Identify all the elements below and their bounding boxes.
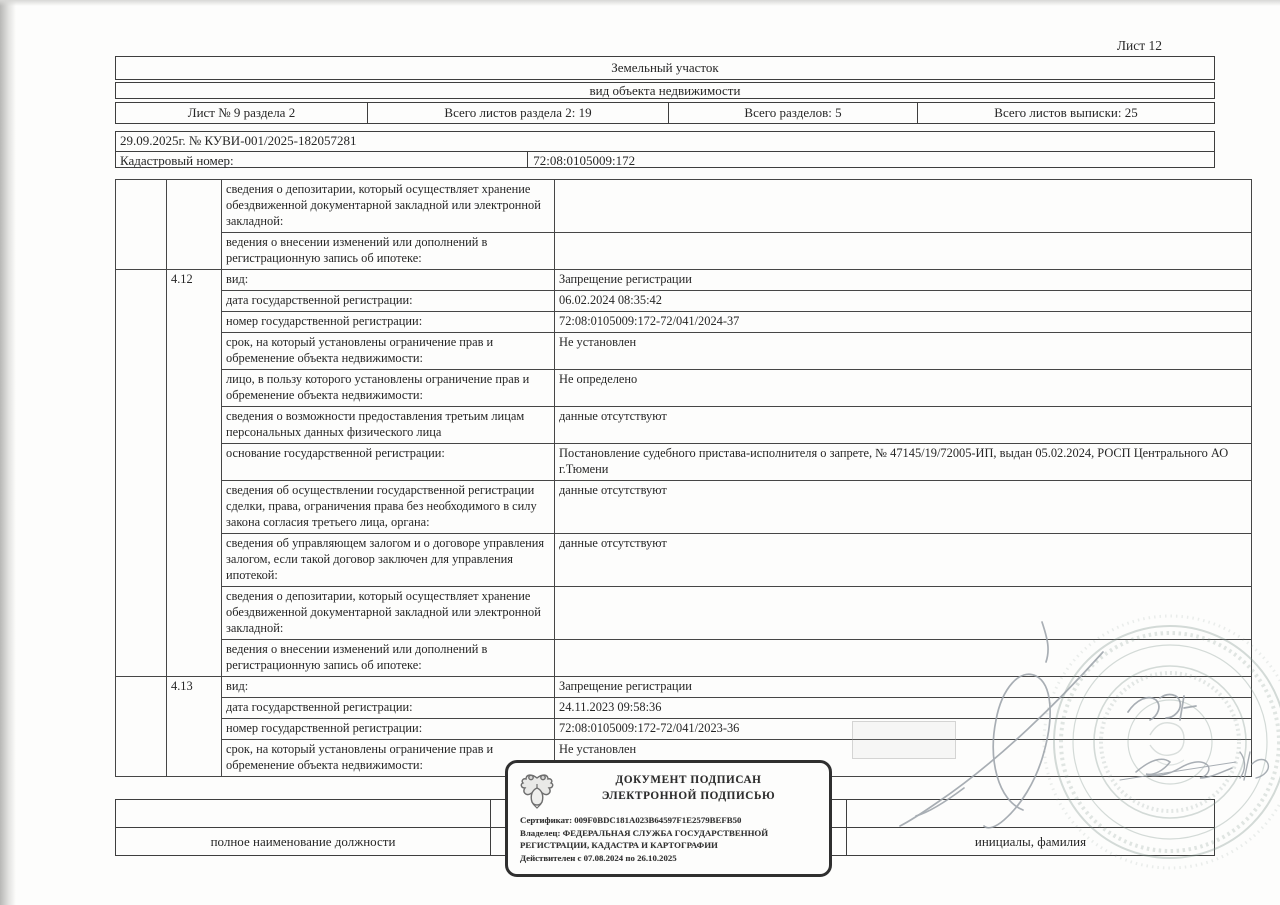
attribute-value-cell: данные отсутствуют	[555, 534, 1252, 587]
attribute-value-cell	[555, 640, 1252, 677]
attribute-label-cell: основание государственной регистрации:	[222, 444, 555, 481]
table-row	[116, 333, 1252, 370]
cadastral-number-value: 72:08:0105009:172	[527, 152, 1214, 168]
object-type-value: Земельный участок	[611, 60, 719, 75]
margin-cell	[116, 677, 167, 777]
attribute-value-cell: 72:08:0105009:172-72/041/2023-36	[555, 719, 1252, 740]
sheet-info-cell: Лист № 9 раздела 2	[116, 103, 368, 123]
table-row	[116, 719, 1252, 740]
attribute-value-cell: данные отсутствуют	[555, 481, 1252, 534]
attribute-value-cell: 24.11.2023 09:58:36	[555, 698, 1252, 719]
name-label: инициалы, фамилия	[974, 833, 1087, 849]
table-row	[116, 677, 1252, 698]
attribute-label-cell: срок, на который установлены ограничение прав и обременение объекта недвижимости:	[222, 740, 555, 777]
item-number-cell: 4.12	[167, 270, 222, 677]
attribute-label-cell: вид:	[222, 270, 555, 291]
sheet-info-cell: Всего листов раздела 2: 19	[368, 103, 669, 123]
sheet-number: Лист 12	[1116, 38, 1162, 53]
item-number-cell	[167, 180, 222, 270]
attribute-value-cell: Запрещение регистрации	[555, 677, 1252, 698]
attribute-label-cell: дата государственной регистрации:	[222, 698, 555, 719]
attribute-label-cell: лицо, в пользу которого установлены ограничение прав и обременение объекта недвижимости:	[222, 370, 555, 407]
attribute-value-cell: данные отсутствуют	[555, 407, 1252, 444]
attribute-value-cell	[555, 233, 1252, 270]
signature-space	[116, 800, 490, 828]
object-type-caption-box	[115, 82, 1215, 99]
table-row	[116, 587, 1252, 640]
stamp-title-line1: ДОКУМЕНТ ПОДПИСАН	[615, 774, 762, 786]
stamp-validity: Действителен с 07.08.2024 по 26.10.2025	[520, 852, 677, 863]
attribute-label-cell: вид:	[222, 677, 555, 698]
table-row	[116, 407, 1252, 444]
object-type-box	[115, 56, 1215, 80]
margin-cell	[116, 270, 167, 677]
attribute-label-cell: сведения о возможности предоставления третьим лицам персональных данных физического лица	[222, 407, 555, 444]
digital-signature-stamp	[505, 760, 832, 877]
sheet-info-row	[115, 102, 1215, 124]
table-row	[116, 312, 1252, 333]
attribute-label-cell: срок, на который установлены ограничение прав и обременение объекта недвижимости:	[222, 333, 555, 370]
sheet-info-cell: Всего листов выписки: 25	[994, 105, 1138, 120]
table-row	[116, 481, 1252, 534]
scan-edge-top	[0, 0, 1280, 6]
restrictions-table	[115, 179, 1252, 777]
stamp-owner-line1: Владелец: ФЕДЕРАЛЬНАЯ СЛУЖБА ГОСУДАРСТВЕННОЙ	[520, 827, 769, 838]
table-row	[116, 698, 1252, 719]
attribute-label-cell: ведения о внесении изменений или дополнений в регистрационную запись об ипотеке:	[222, 233, 555, 270]
faded-stamp-residue	[852, 721, 956, 759]
table-row	[116, 270, 1252, 291]
sheet-info-cell: Всего разделов: 5	[669, 103, 918, 123]
attribute-label-cell: сведения об осуществлении государственной регистрации сделки, права, ограничения права без необходимого в силу закона согласия третьего лица, органа:	[222, 481, 555, 534]
table-row	[116, 370, 1252, 407]
table-row	[116, 291, 1252, 312]
cadastral-number-label: Кадастровый номер:	[120, 153, 234, 168]
stamp-owner-line2: РЕГИСТРАЦИИ, КАДАСТРА И КАРТОГРАФИИ	[520, 840, 718, 850]
scan-edge-left	[0, 0, 16, 905]
attribute-label-cell: сведения о депозитарии, который осуществляет хранение обездвиженной документарной закладной или электронной закладной:	[222, 180, 555, 233]
table-row	[116, 534, 1252, 587]
attribute-value-cell: Не установлен	[555, 740, 1252, 777]
table-row	[116, 640, 1252, 677]
name-signature-space	[847, 800, 1214, 828]
attribute-value-cell: 06.02.2024 08:35:42	[555, 291, 1252, 312]
attribute-value-cell: Не определено	[555, 370, 1252, 407]
attribute-value-cell: Постановление судебного пристава-исполнителя о запрете, № 47145/19/72005-ИП, выдан 05.02.2024, РОСП Центрального АО г.Тюмени	[555, 444, 1252, 481]
table-row	[116, 180, 1252, 233]
margin-cell	[116, 180, 167, 270]
attribute-label-cell: дата государственной регистрации:	[222, 291, 555, 312]
attribute-value-cell: Запрещение регистрации	[555, 270, 1252, 291]
request-number: 29.09.2025г. № КУВИ-001/2025-182057281	[120, 133, 357, 148]
attribute-label-cell: сведения о депозитарии, который осуществляет хранение обездвиженной документарной закладной или электронной закладной:	[222, 587, 555, 640]
attribute-label-cell: ведения о внесении изменений или дополнений в регистрационную запись об ипотеке:	[222, 640, 555, 677]
request-box	[115, 131, 1215, 168]
attribute-value-cell: 72:08:0105009:172-72/041/2024-37	[555, 312, 1252, 333]
stamp-certificate: Сертификат: 009F0BDC181A023B64597F1E2579BEFB50	[520, 815, 742, 825]
table-row	[116, 233, 1252, 270]
position-label: полное наименование должности	[210, 833, 396, 849]
attribute-value-cell: Не установлен	[555, 333, 1252, 370]
stamp-title-line2: ЭЛЕКТРОННОЙ ПОДПИСЬЮ	[601, 790, 776, 802]
table-row	[116, 444, 1252, 481]
attribute-value-cell	[555, 180, 1252, 233]
item-number-cell: 4.13	[167, 677, 222, 777]
attribute-label-cell: номер государственной регистрации:	[222, 719, 555, 740]
attribute-label-cell: номер государственной регистрации:	[222, 312, 555, 333]
attribute-label-cell: сведения об управляющем залогом и о договоре управления залогом, если такой договор заключен для управления ипотекой:	[222, 534, 555, 587]
object-type-caption: вид объекта недвижимости	[589, 82, 741, 98]
attribute-value-cell	[555, 587, 1252, 640]
coat-of-arms-icon	[518, 770, 556, 810]
